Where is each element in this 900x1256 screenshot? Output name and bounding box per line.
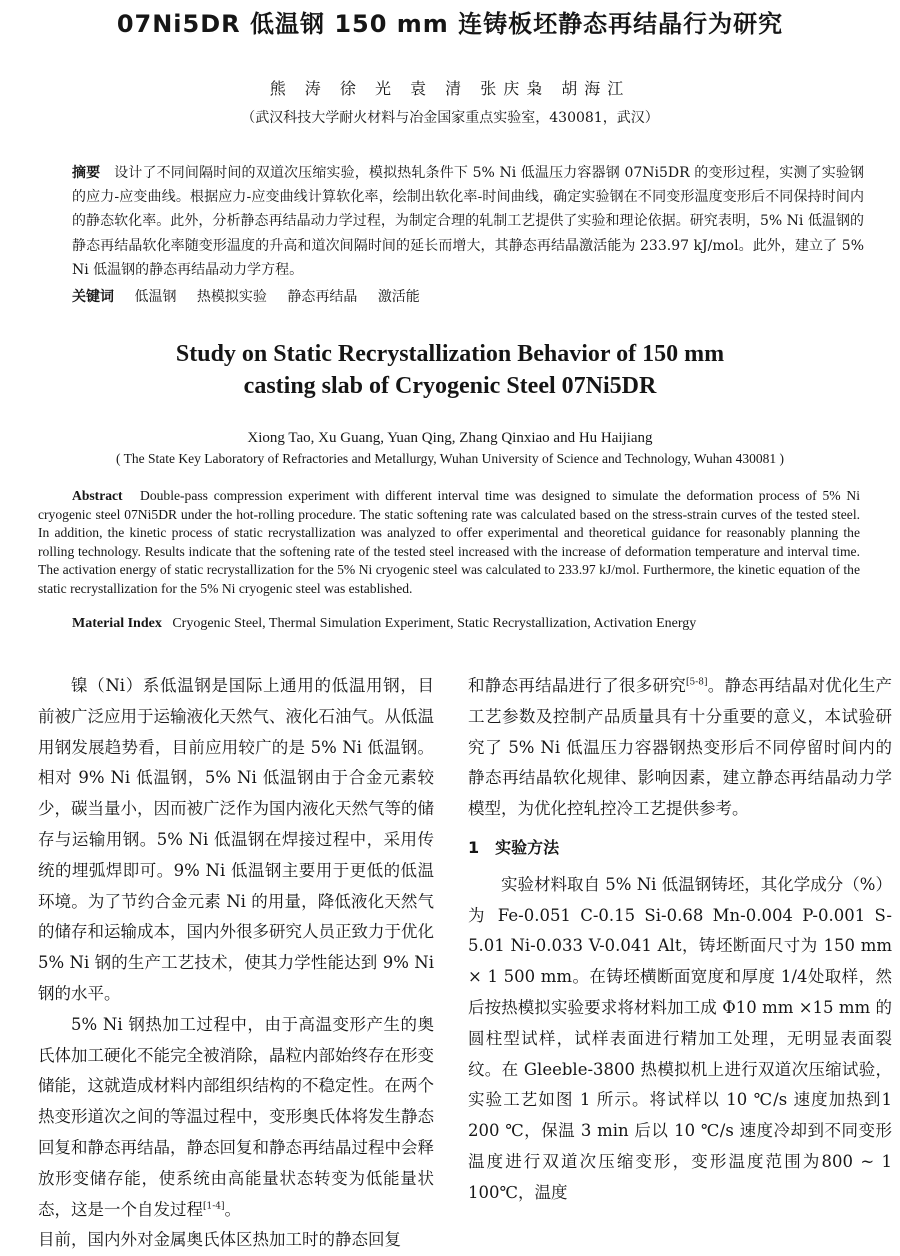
paper-title-chinese: 07Ni5DR 低温钢 150 mm 连铸板坯静态再结晶行为研究 (116, 10, 784, 38)
title-english-line-1: Study on Static Recrystallization Behavior of 150 mm (175, 341, 725, 367)
section-heading: 1 实验方法 (468, 837, 560, 857)
paper-title-english (0, 338, 900, 402)
abstract-english (38, 487, 860, 599)
keyword-item: 激活能 (377, 289, 420, 305)
keywords-chinese (72, 286, 864, 306)
paragraph-text: 。 (224, 1199, 242, 1219)
abstract-label-english: Abstract (72, 488, 123, 503)
body-paragraph: 目前，国内外对金属奥氏体区热加工时的静态回复 (38, 1230, 401, 1250)
keyword-item: 静态再结晶 (287, 289, 358, 305)
affiliation-english: ( The State Key Laboratory of Refractories and Metallurgy, Wuhan University of Science and Technology, Wuhan 430081 ) (116, 451, 784, 466)
body-column-left (38, 671, 434, 1256)
keyword-item: 热模拟实验 (196, 289, 267, 305)
citation-ref: [5-8] (686, 677, 708, 688)
title-english-line-2: casting slab of Cryogenic Steel 07Ni5DR (243, 373, 657, 399)
abstract-text-chinese: 设计了不同间隔时间的双道次压缩实验，模拟热轧条件下 5% Ni 低温压力容器钢 07Ni5DR 的变形过程，实测了实验钢的应力-应变曲线。根据应力-应变曲线计算软化率，绘制出软化率-时间曲线，确定实验钢在不同变形温度变形后不同保持时间内的静态软化率。此外，分析静态再结晶动力学过程，为制定合理的轧制工艺提供了实验和理论依据。研究表明，5% Ni 低温钢的静态再结晶软化率随变形温度的升高和道次间隔时间的延长而增大，其静态再结晶激活能为 233.97 kJ/mol。此外，建立了 5% Ni 低温钢的静态再结晶动力学方程。 (72, 165, 864, 278)
body-paragraph: 实验材料取自 5% Ni 低温钢铸坯，其化学成分（%）为 Fe-0.051 C-0.15 Si-0.68 Mn-0.004 P-0.001 S-5.01 Ni-0.033 V-0.041 Alt，铸坯断面尺寸为 150 mm × 1 500 mm。在铸坯横断面宽度和厚度 1/4处取样，然后按热模拟实验要求将材料加工成 Φ10 mm ×15 mm 的圆柱型试样，试样表面进行精加工处理，无明显表面裂纹。在 Gleeble-3800 热模拟机上进行双道次压缩试验，实验工艺如图 1 所示。将试样以 10 ℃/s 速度加热到1 200 ℃，保温 3 min 后以 10 ℃/s 速度冷却到不同变形温度进行双道次压缩变形，变形温度范围为800 ~ 1 100℃，温度 (468, 874, 892, 1202)
authors-chinese: 熊 涛 徐 光 袁 清 张庆枭 胡海江 (269, 79, 631, 98)
body-column-right (468, 671, 892, 1209)
abstract-text-english: Double-pass compression experiment with different interval time was designed to simulate the deformation process of 5% Ni cryogenic steel 07Ni5DR under the hot-rolling procedure. The static softening rate was calculated based on the stress-strain curves of the tested steel. In addition, the kinetic process of static recrystallization was analyzed to offer experimental and theoretical guidance for reasonably planning the rolling technology. Results indicate that the softening rate of the tested steel increased with the increase of deformation temperature and interval time. The activation energy of static recrystallization for the 5% Ni cryogenic steel was calculated to 233.97 kJ/mol. Furthermore, the kinetic equation of the static recrystallization for the 5% Ni cryogenic steel was established. (38, 488, 861, 596)
material-index (72, 616, 872, 632)
body-paragraph: 镍（Ni）系低温钢是国际上通用的低温用钢，目前被广泛应用于运输液化天然气、液化石油气。从低温用钢发展趋势看，目前应用较广的是 5% Ni 低温钢。相对 9% Ni 低温钢，5% Ni 低温钢由于合金元素较少，碳当量小，因而被广泛作为国内液化天然气等的储存与运输用钢。5% Ni 低温钢在焊接过程中，采用传统的埋弧焊即可。9% Ni 低温钢主要用于更低的低温环境。为了节约合金元素 Ni 的用量，降低液化天然气的储存和运输成本，国内外很多研究人员正致力于优化 5% Ni 钢的生产工艺技术，使其力学性能达到 9% Ni 钢的水平。 (38, 676, 434, 1003)
paragraph-text: 。静态再结晶对优化生产工艺参数及控制产品质量具有十分重要的意义，本试验研究了 5% Ni 低温压力容器钢热变形后不同停留时间内的静态再结晶软化规律、影响因素，建立静态再结晶动力学模型，为优化控轧控冷工艺提供参考。 (468, 676, 893, 819)
body-paragraph (468, 671, 892, 825)
affiliation-chinese: （武汉科技大学耐火材料与冶金国家重点实验室，430081，武汉） (241, 110, 659, 126)
keyword-item: 低温钢 (134, 289, 177, 305)
abstract-chinese (72, 161, 864, 282)
paragraph-text: 5% Ni 钢热加工过程中，由于高温变形产生的奥氏体加工硬化不能完全被消除，晶粒内部始终存在形变储能，这就造成材料内部组织结构的不稳定性。在两个热变形道次之间的等温过程中，变形奥氏体将发生静态回复和静态再结晶，静态回复和静态再结晶过程中会释放形变储存能，使系统由高能量状态转变为低能量状态，这是一个自发过程 (38, 1014, 434, 1219)
abstract-label-chinese: 摘要 (72, 165, 101, 181)
citation-ref: [1-4] (203, 1201, 225, 1212)
keywords-label-chinese: 关键词 (72, 289, 114, 305)
material-index-text: Cryogenic Steel, Thermal Simulation Experiment, Static Recrystallization, Activation Energy (172, 616, 697, 631)
paragraph-text: 和静态再结晶进行了很多研究 (468, 676, 687, 695)
authors-english: Xiong Tao, Xu Guang, Yuan Qing, Zhang Qinxiao and Hu Haijiang (247, 430, 653, 446)
material-index-label: Material Index (72, 616, 162, 631)
body-paragraph (38, 1010, 434, 1226)
